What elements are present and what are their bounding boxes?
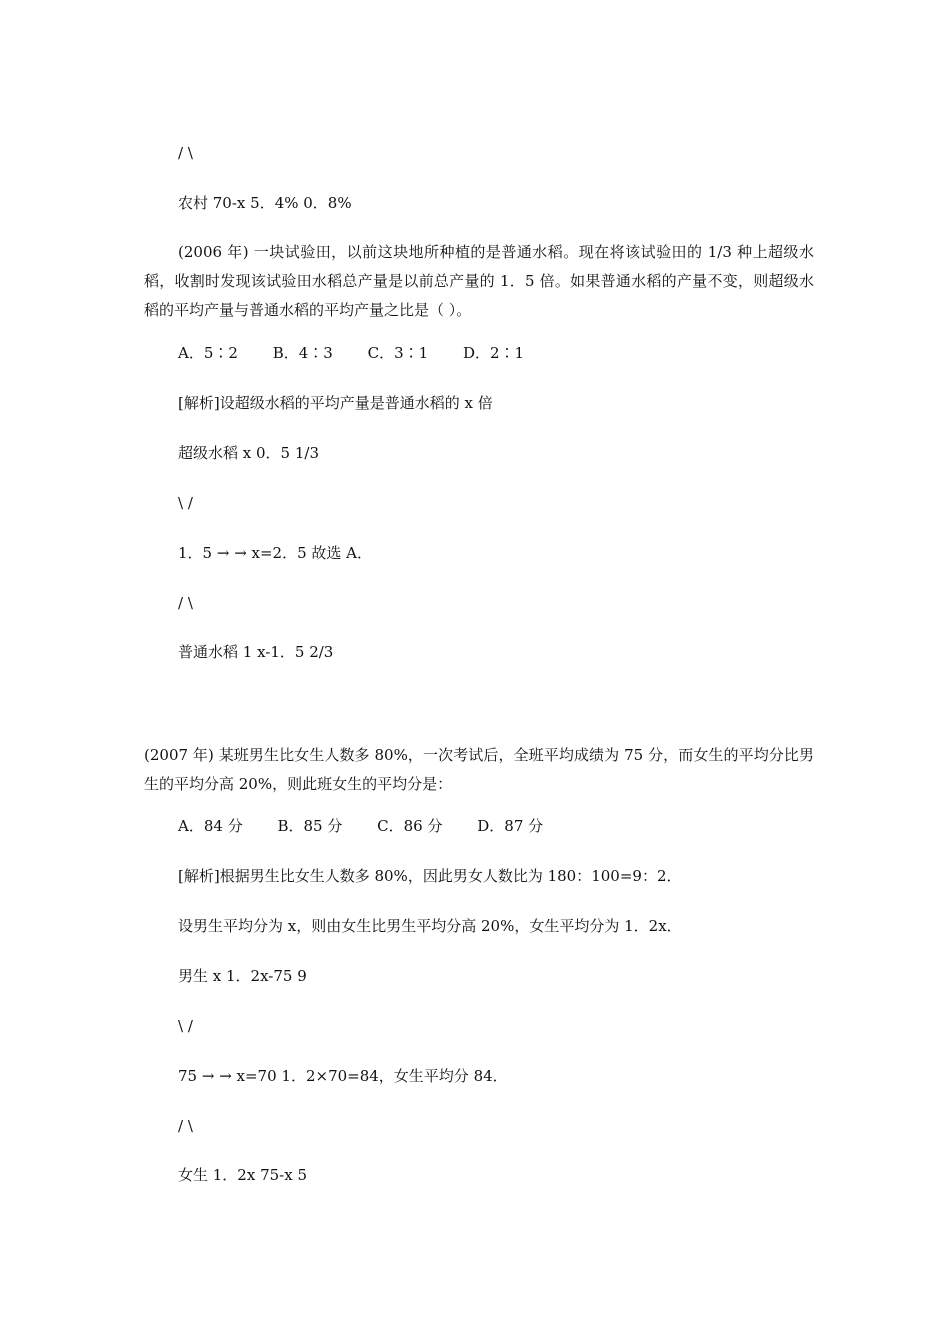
normal-rice-line: 普通水稻 1 x-1．5 2/3 bbox=[178, 643, 334, 661]
question-2007: (2007 年) 某班男生比女生人数多 80%，一次考试后，全班平均成绩为 75 分，而女生的平均分比男生的平均分高 20%，则此班女生的平均分是： bbox=[144, 746, 814, 793]
option-b: B．4∶3 bbox=[272, 344, 333, 362]
option-a: A．84 分 bbox=[178, 817, 243, 835]
analysis-2007-setup: 设男生平均分为 x，则由女生比男生平均分高 20%，女生平均分为 1．2x． bbox=[178, 917, 682, 935]
option-c: C．86 分 bbox=[377, 817, 443, 835]
diagram-slash-up-2007: / \ bbox=[178, 1117, 193, 1135]
option-a: A．5∶2 bbox=[178, 344, 238, 362]
analysis-2006: [解析]设超级水稻的平均产量是普通水稻的 x 倍 bbox=[178, 394, 493, 412]
diagram-slash-top: / \ bbox=[178, 144, 193, 162]
analysis-2007-ratio: [解析]根据男生比女生人数多 80%，因此男女人数比为 180：100=9：2． bbox=[178, 867, 682, 885]
option-b: B．85 分 bbox=[277, 817, 343, 835]
option-c: C．3∶1 bbox=[367, 344, 429, 362]
result-line-2006: 1．5 → → x=2．5 故选 A． bbox=[178, 544, 373, 562]
option-d: D．87 分 bbox=[477, 817, 544, 835]
question-2006: (2006 年) 一块试验田，以前这块地所种植的是普通水稻。现在将该试验田的 1/3 种上超级水稻，收割时发现该试验田水稻总产量是以前总产量的 1．5 倍。如果普通水稻的产量不变，则超级水稻的平均产量与普通水稻的平均产量之比是（ ）。 bbox=[144, 243, 814, 319]
super-rice-line: 超级水稻 x 0．5 1/3 bbox=[178, 444, 319, 462]
diagram-slash-down-2007: \ / bbox=[178, 1017, 193, 1035]
options-2007 bbox=[178, 816, 573, 836]
result-line-2007: 75 → → x=70 1．2×70=84，女生平均分 84． bbox=[178, 1067, 508, 1085]
rural-line: 农村 70-x 5．4% 0．8% bbox=[178, 194, 352, 212]
diagram-slash-down: \ / bbox=[178, 494, 193, 512]
option-d: D．2∶1 bbox=[462, 344, 525, 362]
diagram-slash-up: / \ bbox=[178, 594, 193, 612]
options-2006 bbox=[178, 343, 554, 363]
female-line: 女生 1．2x 75-x 5 bbox=[178, 1166, 308, 1184]
male-line: 男生 x 1．2x-75 9 bbox=[178, 967, 307, 985]
